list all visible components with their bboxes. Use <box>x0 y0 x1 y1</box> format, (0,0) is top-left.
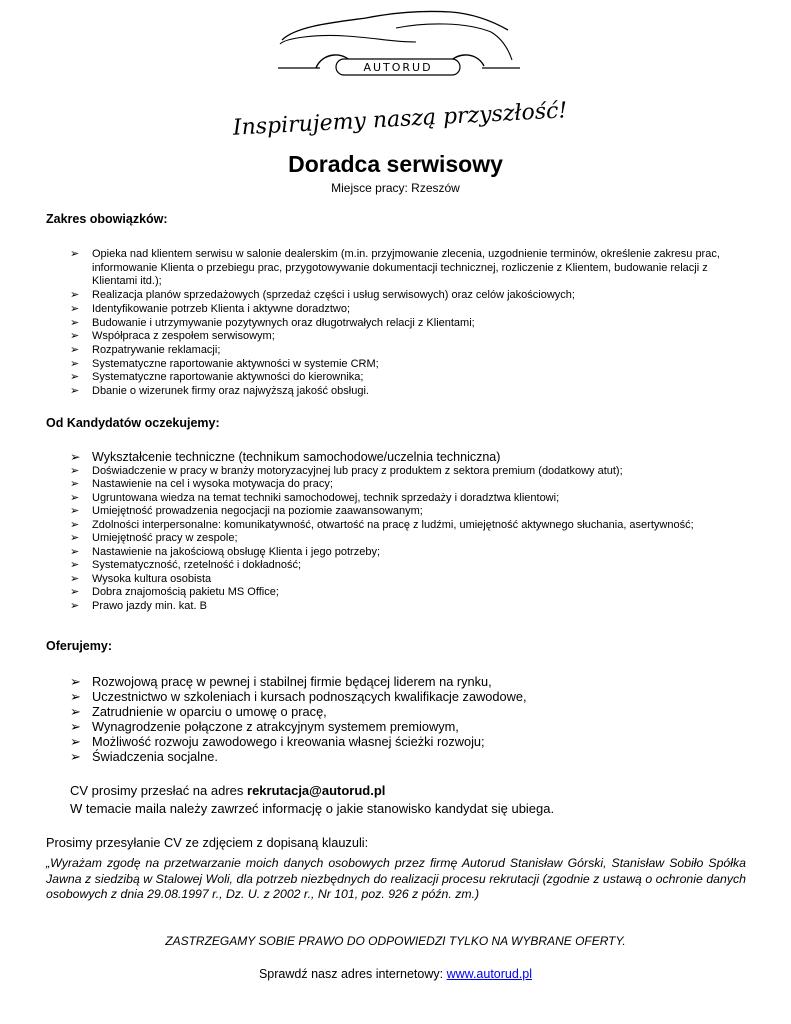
arrow-bullet-icon: ➢ <box>70 357 80 370</box>
arrow-bullet-icon: ➢ <box>70 719 81 734</box>
list-item: ➢ Systematyczne raportowanie aktywności do kierownika; <box>70 371 364 384</box>
arrow-bullet-icon: ➢ <box>70 478 80 491</box>
tagline-text: Inspirujemy naszą przyszłość! <box>232 98 568 141</box>
arrow-bullet-icon: ➢ <box>70 749 81 764</box>
list-item: ➢ Doświadczenie w pracy w branży motoryzacyjnej lub pracy z produktem z sektora premium (dodatkowy atut); <box>70 464 623 477</box>
list-item: ➢ Systematyczność, rzetelność i dokładność; <box>70 559 302 572</box>
arrow-bullet-icon: ➢ <box>70 491 80 504</box>
arrow-bullet-icon: ➢ <box>70 586 80 599</box>
website-line: Sprawdź nasz adres internetowy: www.autorud.pl <box>258 967 533 981</box>
section-heading-requirements: Od Kandydatów oczekujemy: <box>46 416 220 430</box>
cv-line-2: W temacie maila należy zawrzeć informację o jakie stanowisko kandydat się ubiega. <box>70 800 555 816</box>
arrow-bullet-icon: ➢ <box>70 518 80 531</box>
arrow-bullet-icon: ➢ <box>70 545 80 558</box>
list-item: ➢ Świadczenia socjalne. <box>70 749 218 764</box>
list-item: ➢ Umiejętność pracy w zespole; <box>70 532 238 545</box>
recruitment-email[interactable]: rekrutacja@autorud.pl <box>247 783 386 798</box>
list-item: ➢ Umiejętność prowadzenia negocjacji na poziomie zaawansowanym; <box>70 505 423 518</box>
arrow-bullet-icon: ➢ <box>70 302 80 315</box>
reservation-note: ZASTRZEGAMY SOBIE PRAWO DO ODPOWIEDZI TYLKO NA WYBRANE OFERTY. <box>165 934 626 948</box>
arrow-bullet-icon: ➢ <box>70 559 80 572</box>
page-title: Doradca serwisowy <box>288 151 503 177</box>
arrow-bullet-icon: ➢ <box>70 464 80 477</box>
list-item: ➢ Wysoka kultura osobista <box>70 572 212 585</box>
list-item: ➢ Prawo jazdy min. kat. B <box>70 600 207 613</box>
requirements-list <box>70 451 740 614</box>
section-heading-duties: Zakres obowiązków: <box>46 212 168 226</box>
job-location: Miejsce pracy: Rzeszów <box>331 181 460 195</box>
arrow-bullet-icon: ➢ <box>70 330 80 343</box>
list-item: ➢ Uczestnictwo w szkoleniach i kursach podnoszących kwalifikacje zawodowe, <box>70 689 527 704</box>
list-item: ➢ Rozpatrywanie reklamacji; <box>70 343 221 356</box>
list-item: ➢ Identyfikowanie potrzeb Klienta i aktywne doradztwo; <box>70 302 351 315</box>
arrow-bullet-icon: ➢ <box>70 505 80 518</box>
arrow-bullet-icon: ➢ <box>70 289 80 302</box>
duties-list <box>70 248 740 399</box>
arrow-bullet-icon: ➢ <box>70 689 81 704</box>
list-item: ➢ Zatrudnienie w oparciu o umowę o pracę, <box>70 704 327 719</box>
list-item: ➢ Nastawienie na cel i wysoka motywacja do pracy; <box>70 478 333 491</box>
list-item: ➢ Współpraca z zespołem serwisowym; <box>70 330 275 343</box>
list-item: ➢ Ugruntowana wiedza na temat techniki samochodowej, technik sprzedaży i doradztwa klientowi; <box>70 491 560 504</box>
list-item: ➢ Zdolności interpersonalne: komunikatywność, otwartość na pracę z ludźmi, umiejętność aktywnego słuchania, asertywność; <box>70 518 694 531</box>
list-item: ➢ Budowanie i utrzymywanie pozytywnych oraz długotrwałych relacji z Klientami; <box>70 316 475 329</box>
arrow-bullet-icon: ➢ <box>70 450 81 464</box>
autorud-logo <box>232 8 568 148</box>
arrow-bullet-icon: ➢ <box>70 316 80 329</box>
list-item: ➢ Opieka nad klientem serwisu w salonie dealerskim (m.in. przyjmowanie zlecenia, uzgodnienie terminów, określenie zakresu prac, informowanie Klienta o przebiegu prac, przygotowywanie dokumentacji technicznej, rozliczenie z Klientem, budowanie relacji z Klientami itd.); <box>70 248 720 288</box>
list-item: ➢ Dobra znajomością pakietu MS Office; <box>70 586 279 599</box>
arrow-bullet-icon: ➢ <box>70 572 80 585</box>
cv-line-1: CV prosimy przesłać na adres rekrutacja@autorud.pl <box>70 783 386 798</box>
arrow-bullet-icon: ➢ <box>70 532 80 545</box>
cv-instructions <box>70 782 554 817</box>
arrow-bullet-icon: ➢ <box>70 371 80 384</box>
list-item: ➢ Nastawienie na jakościową obsługę Klienta i jego potrzeby; <box>70 545 381 558</box>
list-item: ➢ Realizacja planów sprzedażowych (sprzedaż części i usług serwisowych) oraz celów jakościowych; <box>70 289 575 302</box>
arrow-bullet-icon: ➢ <box>70 343 80 356</box>
brand-text: AUTORUD <box>363 61 433 74</box>
list-item: ➢ Rozwojową pracę w pewnej i stabilnej firmie będącej liderem na rynku, <box>70 674 492 689</box>
list-item: ➢ Możliwość rozwoju zawodowego i kreowania własnej ścieżki rozwoju; <box>70 734 485 749</box>
arrow-bullet-icon: ➢ <box>70 385 80 398</box>
section-heading-offer: Oferujemy: <box>46 639 112 653</box>
list-item: ➢ Wynagrodzenie połączone z atrakcyjnym systemem premiowym, <box>70 719 459 734</box>
photo-note: Prosimy przesyłanie CV ze zdjęciem z dopisaną klauzuli: <box>46 835 369 850</box>
list-item: ➢ Systematyczne raportowanie aktywności w systemie CRM; <box>70 357 379 370</box>
consent-clause: „Wyrażam zgodę na przetwarzanie moich danych osobowych przez firmę Autorud Stanisław Górski, Stanisław Sobiło Spółka Jawna z siedzibą w Stalowej Woli, dla potrzeb niezbędnych do realizacji procesu rekrutacji (zgodnie z ustawą o ochronie danych osobowych z dnia 29.08.1997 r., Dz. U. z 2002 r., Nr 101, poz. 926 z późn. zm.) <box>46 856 746 901</box>
arrow-bullet-icon: ➢ <box>70 248 80 260</box>
list-item: ➢ Wykształcenie techniczne (technikum samochodowe/uczelnia techniczna) <box>70 450 501 464</box>
offer-list <box>70 674 670 764</box>
list-item: ➢ Dbanie o wizerunek firmy oraz najwyższą jakość obsługi. <box>70 385 369 398</box>
website-link[interactable]: www.autorud.pl <box>446 967 533 981</box>
arrow-bullet-icon: ➢ <box>70 734 81 749</box>
arrow-bullet-icon: ➢ <box>70 704 81 719</box>
arrow-bullet-icon: ➢ <box>70 600 80 613</box>
arrow-bullet-icon: ➢ <box>70 674 81 689</box>
